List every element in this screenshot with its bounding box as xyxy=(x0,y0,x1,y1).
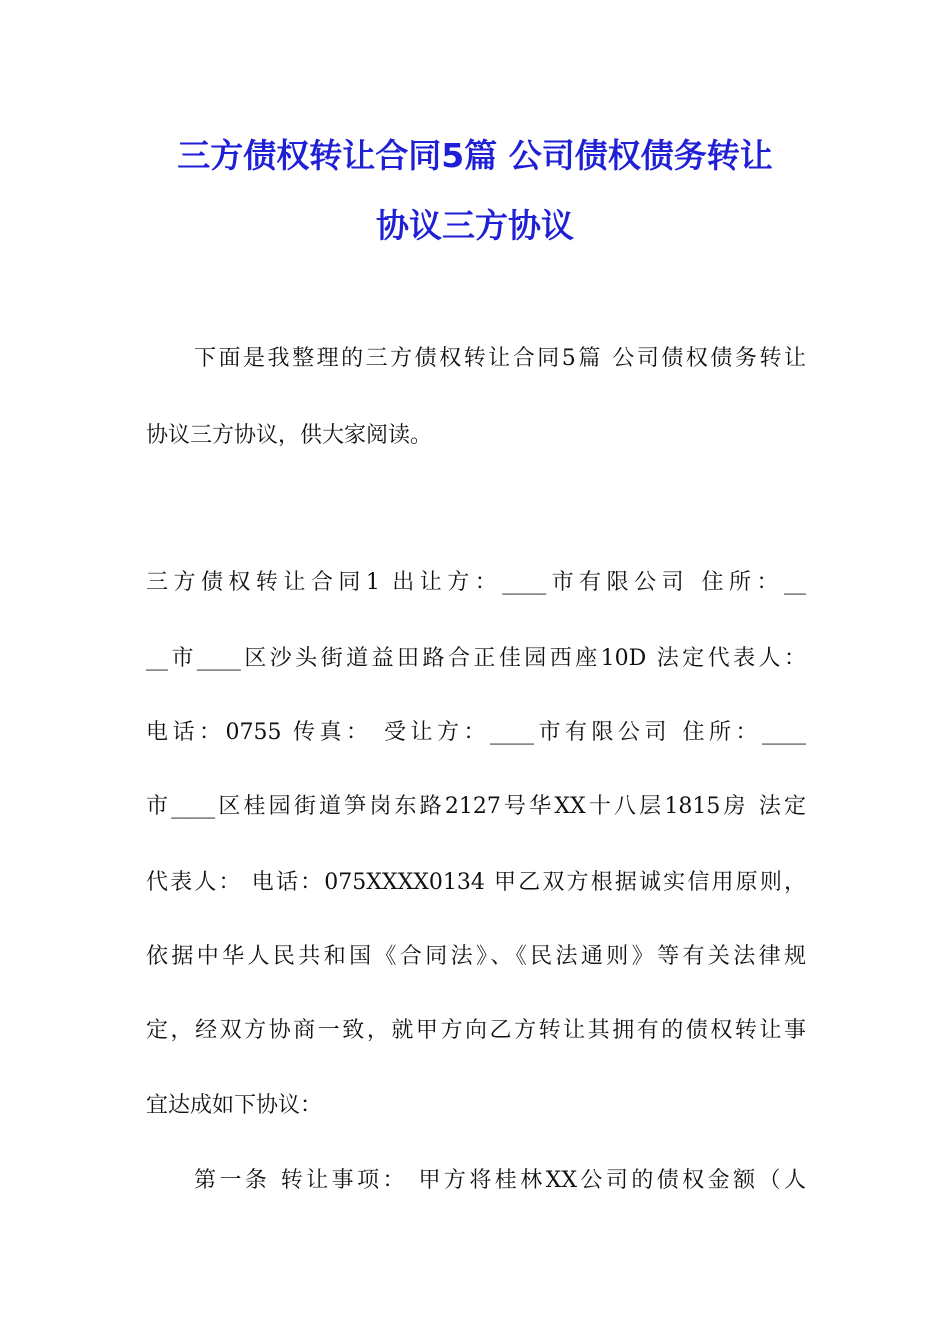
article-1-line-1: 第一条 转让事项： 甲方将桂林XX公司的债权金额（人 xyxy=(194,1168,806,1193)
document-title-line-1: 三方债权转让合同5篇 公司债权债务转让 xyxy=(177,136,773,175)
intro-line-1: 下面是我整理的三方债权转让合同5篇 公司债权债务转让 xyxy=(194,346,806,371)
contract-line-4: 市____区桂园街道笋岗东路2127号华XX十八层1815房 法定 xyxy=(146,794,806,819)
contract-line-2: __市____区沙头街道益田路合正佳园西座10D 法定代表人： xyxy=(146,646,806,671)
contract-line-1: 三方债权转让合同1 出让方：____市有限公司 住所：__ xyxy=(146,570,806,595)
contract-line-3: 电话：0755 传真： 受让方：____市有限公司 住所：____ xyxy=(146,720,806,745)
contract-line-7: 定，经双方协商一致，就甲方向乙方转让其拥有的债权转让事 xyxy=(146,1018,806,1043)
contract-line-8: 宜达成如下协议： xyxy=(146,1093,323,1118)
contract-line-5: 代表人： 电话：075XXXX0134 甲乙双方根据诚实信用原则， xyxy=(146,870,806,895)
contract-line-6: 依据中华人民共和国《合同法》、《民法通则》等有关法律规 xyxy=(146,944,806,969)
intro-line-2: 协议三方协议，供大家阅读。 xyxy=(146,423,433,448)
document-title-line-2: 协议三方协议 xyxy=(376,206,574,245)
